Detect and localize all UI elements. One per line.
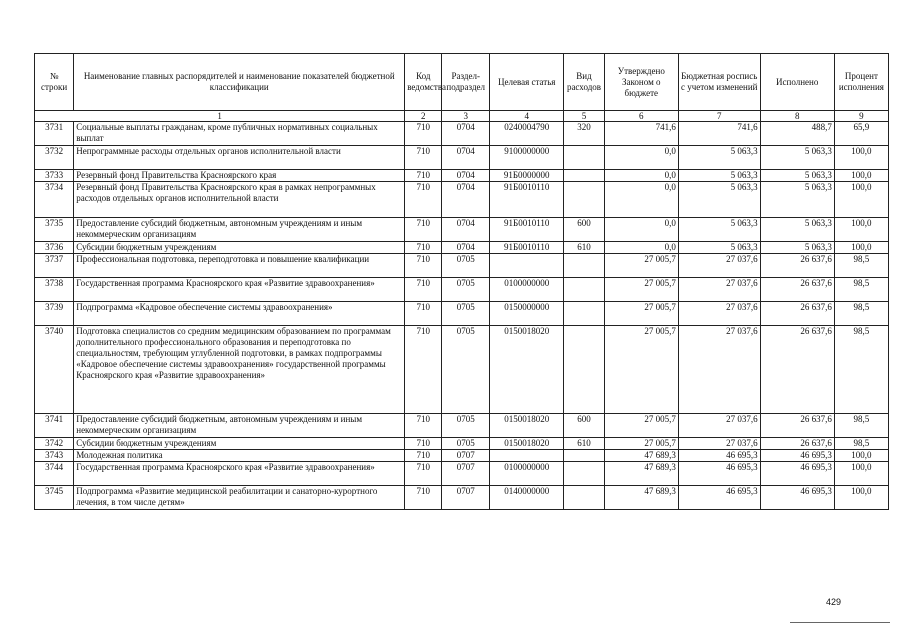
expense-type (564, 170, 604, 182)
expense-type (564, 450, 604, 462)
row-name: Резервный фонд Правительства Красноярского края (74, 170, 405, 182)
budget-amount: 27 037,6 (678, 302, 760, 326)
table-row (35, 170, 889, 182)
executed-amount: 26 637,6 (760, 326, 834, 414)
dept-code: 710 (405, 218, 442, 242)
row-name: Молодежная политика (74, 450, 405, 462)
approved-amount: 27 005,7 (604, 326, 678, 414)
section-code: 0705 (442, 414, 490, 438)
percent-value: 65,9 (834, 122, 888, 146)
section-code: 0705 (442, 302, 490, 326)
section-code: 0707 (442, 462, 490, 486)
header-percent: Процент исполнения (834, 54, 888, 111)
expense-type: 600 (564, 218, 604, 242)
target-code: 91Б0010110 (490, 218, 564, 242)
executed-amount: 5 063,3 (760, 182, 834, 218)
section-code: 0704 (442, 182, 490, 218)
section-code: 0707 (442, 450, 490, 462)
percent-value: 100,0 (834, 218, 888, 242)
page-number: 429 (826, 597, 842, 607)
approved-amount: 0,0 (604, 182, 678, 218)
header-executed: Исполнено (760, 54, 834, 111)
budget-amount: 5 063,3 (678, 242, 760, 254)
approved-amount: 27 005,7 (604, 414, 678, 438)
row-name: Предоставление субсидий бюджетным, автономным учреждениям и иным некоммерческим организациям (74, 414, 405, 438)
row-number: 3737 (35, 254, 74, 278)
row-number: 3739 (35, 302, 74, 326)
section-code: 0704 (442, 218, 490, 242)
dept-code: 710 (405, 278, 442, 302)
dept-code: 710 (405, 414, 442, 438)
expense-type: 600 (564, 414, 604, 438)
expense-type (564, 462, 604, 486)
table-row (35, 218, 889, 242)
target-code: 0150018020 (490, 326, 564, 414)
row-name: Непрограммные расходы отдельных органов исполнительной власти (74, 146, 405, 170)
column-number: 6 (604, 111, 678, 122)
dept-code: 710 (405, 146, 442, 170)
budget-amount: 46 695,3 (678, 486, 760, 510)
column-number-row (35, 111, 889, 122)
executed-amount: 46 695,3 (760, 486, 834, 510)
target-code: 0150018020 (490, 414, 564, 438)
approved-amount: 27 005,7 (604, 278, 678, 302)
column-number: 7 (678, 111, 760, 122)
approved-amount: 0,0 (604, 218, 678, 242)
expense-type (564, 146, 604, 170)
section-code: 0704 (442, 170, 490, 182)
budget-amount: 46 695,3 (678, 450, 760, 462)
approved-amount: 0,0 (604, 146, 678, 170)
section-code: 0704 (442, 122, 490, 146)
expense-type (564, 278, 604, 302)
row-name: Профессиональная подготовка, переподготовка и повышение квалификации (74, 254, 405, 278)
header-dept-code: Код ведомства (405, 54, 442, 111)
table-body (35, 122, 889, 510)
row-number: 3738 (35, 278, 74, 302)
approved-amount: 47 689,3 (604, 462, 678, 486)
table-header-row (35, 54, 889, 111)
percent-value: 98,5 (834, 414, 888, 438)
section-code: 0707 (442, 486, 490, 510)
dept-code: 710 (405, 170, 442, 182)
header-budget-list: Бюджетная роспись с учетом изменений (678, 54, 760, 111)
budget-amount: 741,6 (678, 122, 760, 146)
percent-value: 98,5 (834, 302, 888, 326)
executed-amount: 5 063,3 (760, 242, 834, 254)
table-row (35, 182, 889, 218)
expense-type (564, 182, 604, 218)
row-number: 3735 (35, 218, 74, 242)
row-name: Предоставление субсидий бюджетным, автономным учреждениям и иным некоммерческим организациям (74, 218, 405, 242)
column-number: 3 (442, 111, 490, 122)
budget-amount: 27 037,6 (678, 438, 760, 450)
target-code: 0100000000 (490, 278, 564, 302)
table-row (35, 450, 889, 462)
table-row (35, 326, 889, 414)
approved-amount: 47 689,3 (604, 486, 678, 510)
budget-amount: 46 695,3 (678, 462, 760, 486)
executed-amount: 26 637,6 (760, 254, 834, 278)
executed-amount: 46 695,3 (760, 462, 834, 486)
budget-amount: 5 063,3 (678, 146, 760, 170)
row-number: 3743 (35, 450, 74, 462)
column-number: 9 (834, 111, 888, 122)
row-name: Подпрограмма «Кадровое обеспечение системы здравоохранения» (74, 302, 405, 326)
target-code (490, 254, 564, 278)
percent-value: 100,0 (834, 486, 888, 510)
expense-type: 320 (564, 122, 604, 146)
row-number: 3732 (35, 146, 74, 170)
executed-amount: 488,7 (760, 122, 834, 146)
section-code: 0705 (442, 254, 490, 278)
dept-code: 710 (405, 182, 442, 218)
executed-amount: 5 063,3 (760, 170, 834, 182)
section-code: 0704 (442, 242, 490, 254)
row-number: 3744 (35, 462, 74, 486)
approved-amount: 27 005,7 (604, 438, 678, 450)
target-code: 0150018020 (490, 438, 564, 450)
expense-type (564, 254, 604, 278)
row-name: Субсидии бюджетным учреждениям (74, 438, 405, 450)
row-number: 3745 (35, 486, 74, 510)
table-row (35, 254, 889, 278)
budget-amount: 5 063,3 (678, 218, 760, 242)
header-target: Целевая статья (490, 54, 564, 111)
scan-edge-line (790, 622, 890, 623)
approved-amount: 0,0 (604, 170, 678, 182)
dept-code: 710 (405, 242, 442, 254)
dept-code: 710 (405, 486, 442, 510)
dept-code: 710 (405, 462, 442, 486)
budget-amount: 5 063,3 (678, 170, 760, 182)
target-code: 91Б0000000 (490, 170, 564, 182)
percent-value: 100,0 (834, 170, 888, 182)
percent-value: 100,0 (834, 242, 888, 254)
budget-amount: 27 037,6 (678, 254, 760, 278)
percent-value: 100,0 (834, 146, 888, 170)
row-name: Подпрограмма «Развитие медицинской реабилитации и санаторно-курортного лечения, в том числе детям» (74, 486, 405, 510)
table-row (35, 302, 889, 326)
header-expense-type: Вид расходов (564, 54, 604, 111)
executed-amount: 26 637,6 (760, 438, 834, 450)
percent-value: 98,5 (834, 278, 888, 302)
approved-amount: 0,0 (604, 242, 678, 254)
row-name: Подготовка специалистов со средним медицинским образованием по программам дополнительного профессионального образования и переподготовка по специальностям, требующим углубленной подготовки, в рамках подпрограммы «Кадровое обеспечение системы здравоохранения» государственной программы Красноярского края «Развитие здравоохранения» (74, 326, 405, 414)
executed-amount: 26 637,6 (760, 414, 834, 438)
expense-type (564, 486, 604, 510)
column-number: 4 (490, 111, 564, 122)
percent-value: 98,5 (834, 254, 888, 278)
table-row (35, 486, 889, 510)
target-code: 91Б0010110 (490, 182, 564, 218)
table-row (35, 146, 889, 170)
table-row (35, 278, 889, 302)
header-approved: Утверждено Законом о бюджете (604, 54, 678, 111)
executed-amount: 46 695,3 (760, 450, 834, 462)
target-code (490, 450, 564, 462)
percent-value: 100,0 (834, 182, 888, 218)
dept-code: 710 (405, 302, 442, 326)
dept-code: 710 (405, 326, 442, 414)
column-number: 2 (405, 111, 442, 122)
executed-amount: 5 063,3 (760, 218, 834, 242)
target-code: 0240004790 (490, 122, 564, 146)
target-code: 0150000000 (490, 302, 564, 326)
header-name: Наименование главных распорядителей и наименование показателей бюджетной классификации (74, 54, 405, 111)
dept-code: 710 (405, 450, 442, 462)
percent-value: 98,5 (834, 438, 888, 450)
dept-code: 710 (405, 122, 442, 146)
approved-amount: 741,6 (604, 122, 678, 146)
column-number: 5 (564, 111, 604, 122)
target-code: 0100000000 (490, 462, 564, 486)
target-code: 9100000000 (490, 146, 564, 170)
column-number: 8 (760, 111, 834, 122)
row-name: Социальные выплаты гражданам, кроме публичных нормативных социальных выплат (74, 122, 405, 146)
budget-amount: 27 037,6 (678, 326, 760, 414)
dept-code: 710 (405, 438, 442, 450)
approved-amount: 47 689,3 (604, 450, 678, 462)
expense-type (564, 302, 604, 326)
section-code: 0704 (442, 146, 490, 170)
column-number: 1 (35, 111, 405, 122)
budget-amount: 27 037,6 (678, 278, 760, 302)
row-number: 3733 (35, 170, 74, 182)
executed-amount: 5 063,3 (760, 146, 834, 170)
approved-amount: 27 005,7 (604, 302, 678, 326)
expense-type: 610 (564, 242, 604, 254)
table-row (35, 462, 889, 486)
expense-type: 610 (564, 438, 604, 450)
percent-value: 98,5 (834, 326, 888, 414)
row-name: Государственная программа Красноярского края «Развитие здравоохранения» (74, 278, 405, 302)
table-row (35, 414, 889, 438)
section-code: 0705 (442, 438, 490, 450)
target-code: 0140000000 (490, 486, 564, 510)
table-row (35, 122, 889, 146)
row-number: 3740 (35, 326, 74, 414)
budget-amount: 5 063,3 (678, 182, 760, 218)
section-code: 0705 (442, 278, 490, 302)
row-name: Субсидии бюджетным учреждениям (74, 242, 405, 254)
section-code: 0705 (442, 326, 490, 414)
row-name: Государственная программа Красноярского края «Развитие здравоохранения» (74, 462, 405, 486)
row-name: Резервный фонд Правительства Красноярского края в рамках непрограммных расходов отдельных органов исполнительной власти (74, 182, 405, 218)
row-number: 3742 (35, 438, 74, 450)
executed-amount: 26 637,6 (760, 278, 834, 302)
row-number: 3736 (35, 242, 74, 254)
row-number: 3731 (35, 122, 74, 146)
budget-amount: 27 037,6 (678, 414, 760, 438)
target-code: 91Б0010110 (490, 242, 564, 254)
budget-execution-table (34, 53, 889, 510)
approved-amount: 27 005,7 (604, 254, 678, 278)
percent-value: 100,0 (834, 462, 888, 486)
header-section: Раздел-подраздел (442, 54, 490, 111)
header-row-number: № строки (35, 54, 74, 111)
row-number: 3734 (35, 182, 74, 218)
table-row (35, 438, 889, 450)
row-number: 3741 (35, 414, 74, 438)
table-row (35, 242, 889, 254)
expense-type (564, 326, 604, 414)
executed-amount: 26 637,6 (760, 302, 834, 326)
dept-code: 710 (405, 254, 442, 278)
percent-value: 100,0 (834, 450, 888, 462)
